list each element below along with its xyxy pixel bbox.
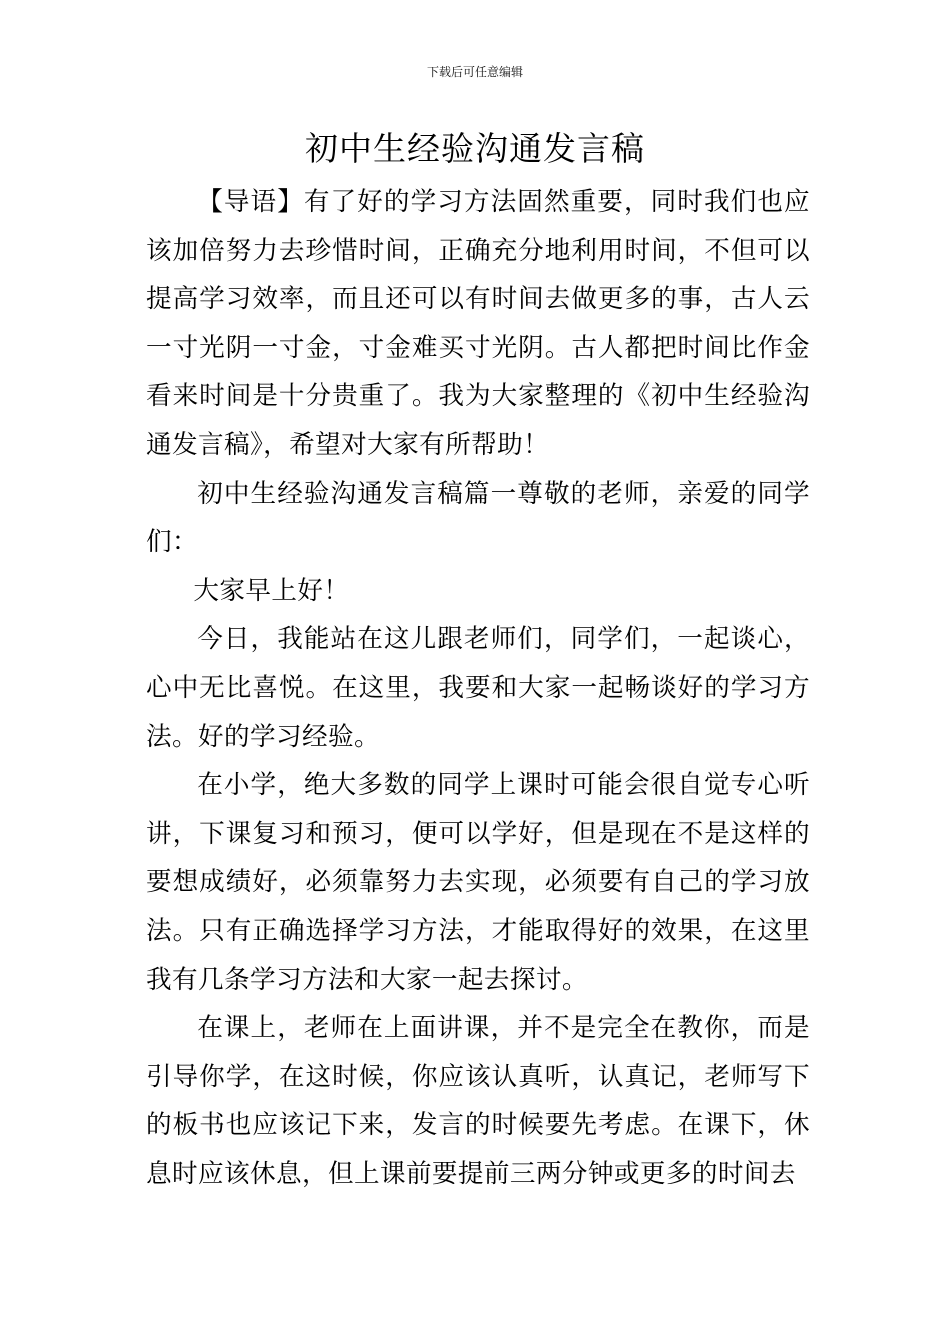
document-body: [146, 178, 810, 1198]
paragraph-opening: 今日，我能站在这儿跟老师们，同学们，一起谈心，心中无比喜悦。在这里，我要和大家一起畅谈好的学习方法。好的学习经验。: [146, 624, 810, 752]
paragraph-in-class: 在课上，老师在上面讲课，并不是完全在教你，而是引导你学，在这时候，你应该认真听，认真记，老师写下的板书也应该记下来，发言的时候要先考虑。在课下，休息时应该休息，但上课前要提前三两分钟或更多的时间去: [146, 1013, 810, 1189]
paragraph-good-morning: 大家早上好！: [193, 575, 350, 606]
document-title: 初中生经验沟通发言稿: [305, 129, 645, 168]
paragraph-primary-school: 在小学，绝大多数的同学上课时可能会很自觉专心听讲，下课复习和预习，便可以学好，但是现在不是这样的要想成绩好，必须靠努力去实现，必须要有自己的学习放法。只有正确选择学习方法，才能取得好的效果，在这里我有几条学习方法和大家一起去探讨。: [146, 770, 810, 995]
paragraph-greeting-heading: 初中生经验沟通发言稿篇一尊敬的老师，亲爱的同学们：: [146, 478, 810, 558]
paragraph-intro: 【导语】有了好的学习方法固然重要，同时我们也应该加倍努力去珍惜时间，正确充分地利用时间，不但可以提高学习效率，而且还可以有时间去做更多的事，古人云一寸光阴一寸金，寸金难买寸光阴。古人都把时间比作金看来时间是十分贵重了。我为大家整理的《初中生经验沟通发言稿》，希望对大家有所帮助！: [146, 187, 810, 460]
header-note: 下载后可任意编辑: [426, 65, 523, 79]
